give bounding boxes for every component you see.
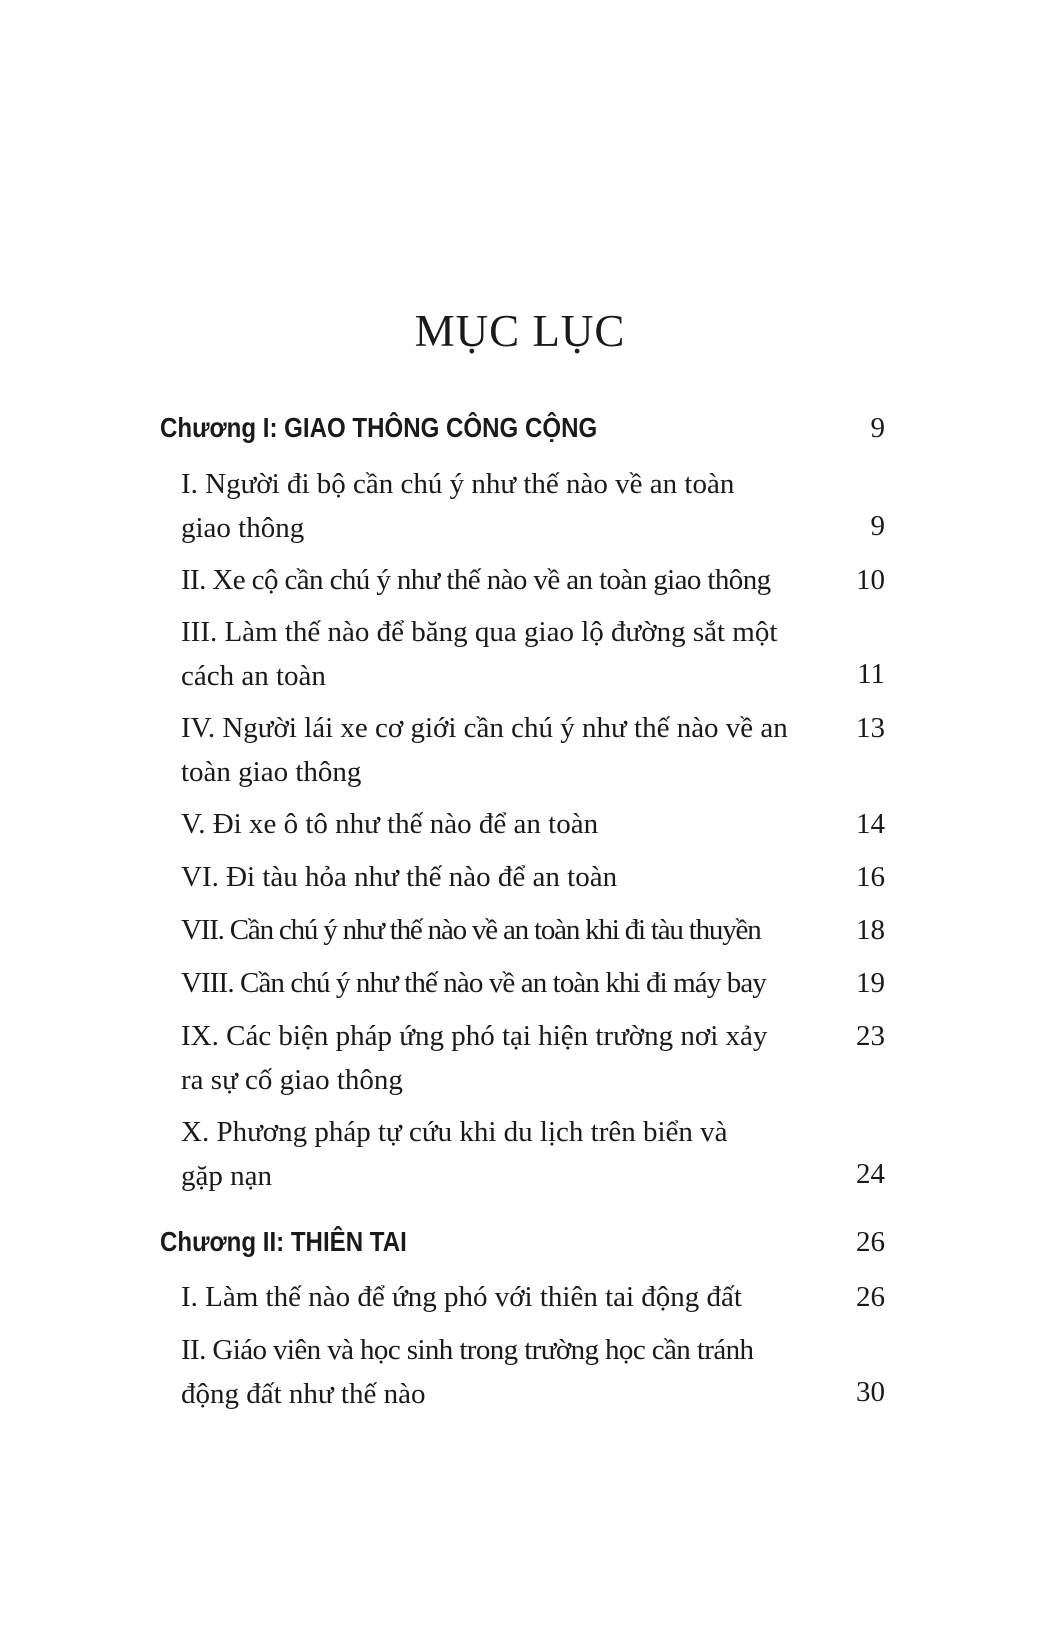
chapter-2-page: 26 [856, 1226, 885, 1258]
toc-entry-2-1[interactable] [181, 1275, 826, 1319]
toc-entry-line: toàn giao thông [181, 756, 362, 788]
toc-entry-1-3-page: 11 [857, 658, 885, 690]
toc-entry-1-4[interactable] [181, 706, 826, 794]
toc-entry-line: ra sự cố giao thông [181, 1064, 403, 1096]
toc-entry-1-7[interactable] [181, 908, 826, 952]
chapter-1-page: 9 [870, 412, 885, 444]
page-title: MỤC LỤC [414, 306, 626, 356]
toc-entry-line: cách an toàn [181, 660, 326, 692]
toc-entry-line: III. Làm thế nào để băng qua giao lộ đường sắt một [181, 616, 778, 648]
chapter-2-title[interactable]: Chương II: THIÊN TAI [160, 1226, 407, 1257]
toc-entry-1-6-page: 16 [856, 861, 885, 893]
toc-entry-line: V. Đi xe ô tô như thế nào để an toàn [181, 808, 599, 840]
toc-entry-2-2[interactable] [181, 1328, 826, 1416]
toc-entry-1-5-page: 14 [856, 808, 885, 840]
toc-entry-line: IX. Các biện pháp ứng phó tại hiện trường nơi xảy [181, 1020, 768, 1052]
toc-entry-1-2[interactable] [181, 558, 826, 602]
toc-entry-1-1[interactable] [181, 462, 826, 550]
toc-entry-line: giao thông [181, 512, 305, 544]
toc-entry-line: gặp nạn [181, 1160, 272, 1192]
toc-entry-line: động đất như thế nào [181, 1378, 426, 1410]
toc-entry-1-1-page: 9 [870, 510, 885, 542]
toc-entry-1-9[interactable] [181, 1014, 826, 1102]
toc-entry-line: II. Xe cộ cần chú ý như thế nào về an toàn giao thông [181, 564, 771, 596]
toc-entry-line: VI. Đi tàu hỏa như thế nào để an toàn [181, 861, 618, 893]
toc-entry-1-4-page: 13 [856, 712, 885, 744]
toc-entry-2-2-page: 30 [856, 1376, 885, 1408]
toc-entry-line: VIII. Cần chú ý như thế nào về an toàn khi đi máy bay [181, 967, 766, 999]
toc-entry-1-9-page: 23 [856, 1020, 885, 1052]
toc-entry-line: I. Làm thế nào để ứng phó với thiên tai động đất [181, 1281, 742, 1313]
toc-entry-1-6[interactable] [181, 855, 826, 899]
toc-entry-2-1-page: 26 [856, 1281, 885, 1313]
toc-entry-line: II. Giáo viên và học sinh trong trường học cần tránh [181, 1334, 754, 1366]
toc-entry-line: X. Phương pháp tự cứu khi du lịch trên biển và [181, 1116, 728, 1148]
toc-entry-1-7-page: 18 [856, 914, 885, 946]
toc-entry-1-10-page: 24 [856, 1158, 885, 1190]
toc-entry-1-3[interactable] [181, 610, 826, 698]
toc-entry-1-8[interactable] [181, 961, 826, 1005]
chapter-1-title[interactable]: Chương I: GIAO THÔNG CÔNG CỘNG [160, 412, 598, 443]
toc-entry-1-2-page: 10 [856, 564, 885, 596]
toc-entry-1-5[interactable] [181, 802, 826, 846]
toc-entry-1-8-page: 19 [856, 967, 885, 999]
toc-entry-line: VII. Cần chú ý như thế nào về an toàn khi đi tàu thuyền [181, 914, 761, 946]
toc-entry-line: IV. Người lái xe cơ giới cần chú ý như thế nào về an [181, 712, 788, 744]
toc-entry-1-10[interactable] [181, 1110, 826, 1198]
toc-entry-line: I. Người đi bộ cần chú ý như thế nào về an toàn [181, 468, 735, 500]
